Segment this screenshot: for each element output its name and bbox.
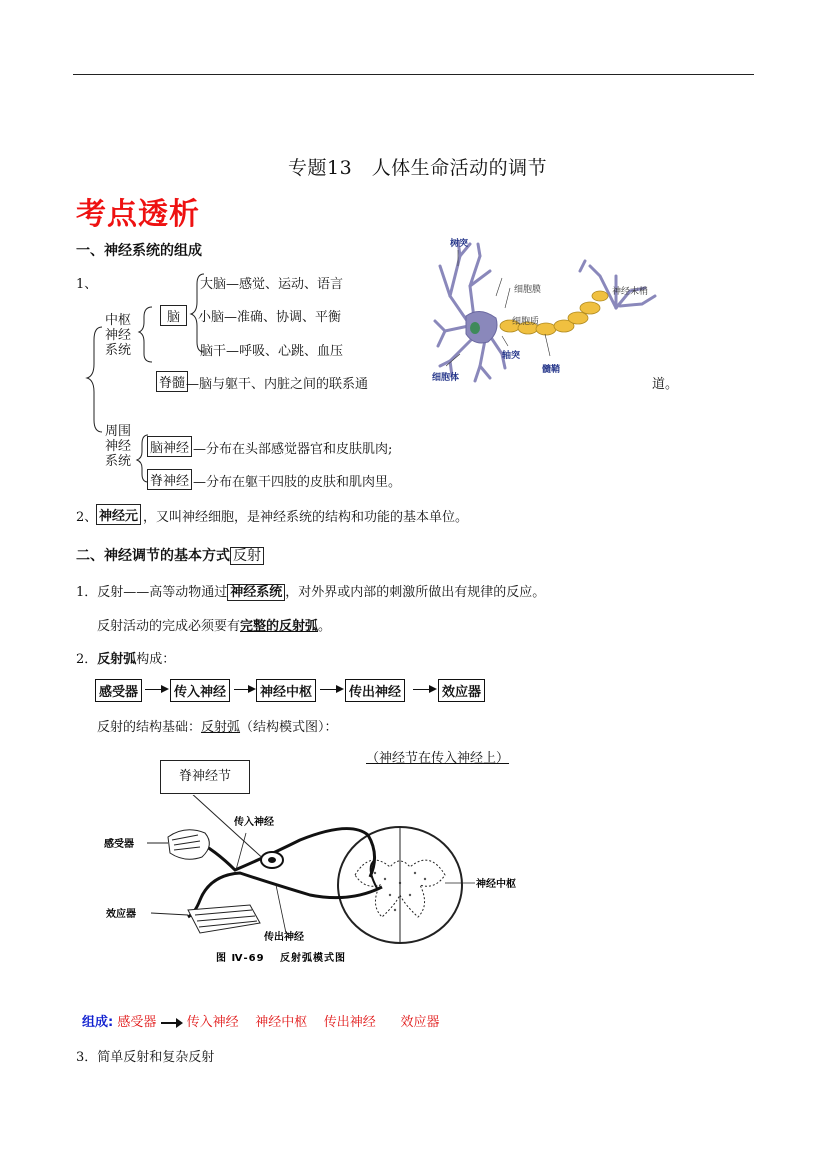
diagram-label-chuanru: 传入神经 [234, 817, 274, 828]
kaodian-heading: 考点透析 [76, 197, 200, 232]
nao-box: 脑 [160, 305, 187, 326]
label-shutu: 树突 [450, 239, 469, 249]
composition-line: 组成: 感受器 传入神经 神经中枢 传出神经 效应器 [82, 1015, 440, 1030]
ganglion-label-box: 脊神经节 [160, 760, 250, 794]
flow-arrow-1 [145, 689, 167, 690]
reflex-basis: 反射的结构基础：反射弧（结构模式图）： [97, 720, 338, 735]
flow-zhongshu: 神经中枢 [256, 679, 316, 702]
reflex-arc-diagram [100, 795, 560, 975]
item2-text: ，又叫神经细胞，是神经系统的结构和功能的基本单位。 [143, 510, 469, 525]
label-xibaozhi: 细胞质 [512, 317, 540, 327]
jisui-desc: —脑与躯干、内脏之间的联系通 [186, 377, 369, 392]
top-rule [73, 74, 754, 75]
jishenjing-box: 脊神经 [147, 469, 192, 490]
flow-chuanchu: 传出神经 [345, 679, 405, 702]
section2-heading: 二、神经调节的基本方式 反射 [76, 545, 264, 565]
ganglion-note: （神经节在传入神经上） [366, 751, 510, 766]
section3-heading: 3．简单反射和复杂反射 [76, 1050, 215, 1065]
item1-number: 1、 [76, 277, 98, 292]
reflex-definition: 1．反射——高等动物通过 神经系统 ，对外界或内部的刺激所做出有规律的反应。 [76, 585, 546, 600]
label-ximoti: 细胞体 [432, 373, 460, 383]
jisui-box: 脊髓 [156, 371, 188, 392]
neuron-figure [430, 236, 690, 386]
danao-text: 大脑—感觉、运动、语言 [200, 277, 344, 292]
reflex-arc-heading: 2．反射弧构成： [76, 652, 176, 667]
item2-number: 2、 [76, 510, 98, 525]
zhouwei-label: 周围 神经 系统 [105, 424, 132, 469]
label-shenjingmoshao: 神经末梢 [612, 287, 649, 297]
diagram-label-zhongshu: 神经中枢 [476, 879, 516, 890]
label-suiqiao: 髓鞘 [542, 365, 561, 375]
naoshenjing-desc: —分布在头部感觉器官和皮肤肌肉; [193, 442, 393, 457]
jishenjing-desc: —分布在躯干四肢的皮肤和肌肉里。 [193, 475, 402, 490]
diagram-caption: 图 Ⅳ-69 反射弧模式图 [216, 953, 347, 964]
xiaonao-text: 小脑—准确、协调、平衡 [198, 310, 342, 325]
flow-arrow-2 [234, 689, 254, 690]
label-zhoutu: 轴突 [502, 351, 521, 361]
reflex-requirement: 反射活动的完成必须要有完整的反射弧。 [97, 619, 332, 634]
page-title: 专题13 人体生命活动的调节 [288, 157, 548, 179]
diagram-label-chuanchu: 传出神经 [264, 932, 304, 943]
section1-heading: 一、神经系统的组成 [76, 243, 202, 259]
dao-text: 道。 [652, 377, 679, 392]
flow-chuanru: 传入神经 [170, 679, 230, 702]
flow-arrow-4 [413, 689, 435, 690]
naogan-text: 脑干—呼吸、心跳、血压 [200, 344, 344, 359]
zhongshu-label: 中枢 神经 系统 [105, 313, 132, 358]
naoshenjing-box: 脑神经 [147, 436, 192, 457]
diagram-label-xiaoyingqi: 效应器 [106, 909, 136, 920]
composition-arrow-icon [161, 1018, 183, 1028]
flow-ganshouqi: 感受器 [95, 679, 142, 702]
label-ximobo: 细胞膜 [514, 285, 542, 295]
shenjingyuan-box: 神经元 [96, 504, 141, 525]
diagram-label-ganshouqi: 感受器 [104, 839, 134, 850]
flow-xiaoyingqi: 效应器 [438, 679, 485, 702]
flow-arrow-3 [320, 689, 342, 690]
